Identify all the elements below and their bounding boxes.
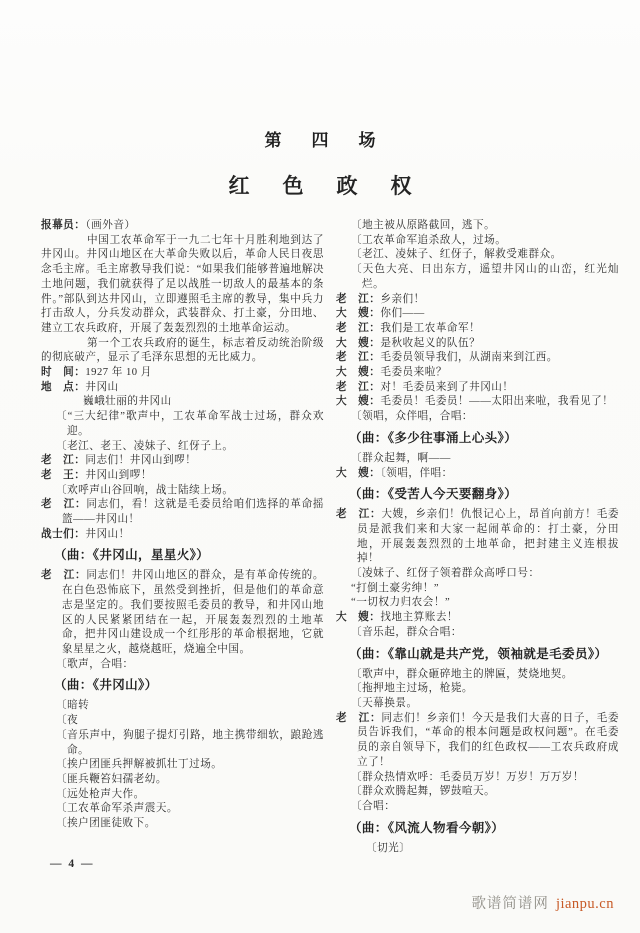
song-cue: （曲：《受苦人今天要翻身》） xyxy=(349,487,518,502)
stage-direction: 〔工农革命军追杀敌人，过场。 xyxy=(351,234,507,246)
speaker-name: 地 点： xyxy=(41,381,86,393)
stage-direction: 〔音乐起，群众合唱： xyxy=(351,626,462,638)
dialogue-line: 老 江：同志们！井冈山到啰！ xyxy=(41,455,197,467)
dialogue-line: 大 嫂：是秋收起义的队伍？ xyxy=(336,337,481,349)
stage-direction: 〔拖押地主过场，枪毙。 xyxy=(351,683,474,695)
stage-direction: 〔群众欢腾起舞，锣鼓喧天。 xyxy=(351,786,496,798)
slogan-line: “一切权力归农会！” xyxy=(351,597,451,609)
speaker-name: 老 江： xyxy=(336,352,381,364)
speaker-name: 大 嫂： xyxy=(336,396,381,408)
dialogue-line: 大 嫂：毛委员来啦？ xyxy=(336,367,447,379)
speaker-name: 老 江： xyxy=(336,381,381,393)
stage-direction: 〔天幕换景。 xyxy=(351,697,418,709)
speaker-name: 老 江： xyxy=(336,712,382,724)
stage-direction: 〔歌声中，群众砸碎地主的牌匾，焚烧地契。 xyxy=(351,668,573,680)
dialogue-line: 时 间：1927 年 10 月 xyxy=(41,367,152,379)
watermark-site-name: 歌谱简谱网 xyxy=(471,896,549,912)
song-cue: （曲：《井冈山》） xyxy=(54,678,158,693)
dialogue-line: 老 江：大嫂，乡亲们！仇恨记心上，昂首向前方！毛委员是派我们来和大家一起闹革命的：打土豪，分田地，开展轰轰烈烈的土地革命，把封建主义连根拔掉！ xyxy=(336,509,620,565)
dialogue-line: 老 江：同志们！乡亲们！今天是我们大喜的日子，毛委员告诉我们，“革命的根本问题是政权问题”。在毛委员的亲自领导下，我们的红色政权——工农兵政府成立了！ xyxy=(336,712,620,768)
speaker-name: 老 江： xyxy=(336,293,381,305)
song-cue: （曲：《多少往事涌上心头》） xyxy=(349,430,518,445)
dialogue-line: 老 江：乡亲们！ xyxy=(336,293,425,305)
speaker-name: 老 江： xyxy=(336,509,382,521)
stage-direction: 〔匪兵鞭笞妇孺老幼。 xyxy=(56,773,167,785)
narration-paragraph: 第一个工农兵政府的诞生，标志着反动统治阶级的彻底破产，显示了毛泽东思想的无比威力。 xyxy=(41,337,324,364)
speaker-name: 战士们： xyxy=(41,528,86,540)
stage-direction: 〔领唱，众伴唱，合唱： xyxy=(351,411,474,423)
stage-direction: 〔夜 xyxy=(56,715,79,727)
stage-direction: 〔挨户团匪徒败下。 xyxy=(56,818,156,830)
stage-direction: 〔音乐声中，狗腿子提灯引路，地主携带细软，踉跄逃命。 xyxy=(56,729,324,756)
speaker-name: 大 嫂： xyxy=(336,308,381,320)
stage-direction: 〔挨户团匪兵押解被抓壮丁过场。 xyxy=(56,759,223,771)
dialogue-line: 老 江：我们是工农革命军！ xyxy=(336,322,481,334)
dialogue-line: 老 江：对！毛委员来到了井冈山！ xyxy=(336,381,514,393)
slogan-line: “打倒土豪劣绅！” xyxy=(351,582,440,594)
speaker-name: 老 江： xyxy=(41,570,87,582)
speaker-name: 报幕员： xyxy=(41,220,86,231)
scene-number-title: 第四场 xyxy=(264,131,406,150)
watermark xyxy=(471,892,614,913)
watermark-site-url[interactable]: jianpu.cn xyxy=(555,896,614,912)
left-column xyxy=(41,219,324,832)
dialogue-line: 大 嫂：〔领唱，伴唱： xyxy=(336,467,453,479)
song-cue: （曲：《靠山就是共产党，领袖就是毛委员》） xyxy=(349,646,608,661)
stage-direction: 〔群众热情欢呼：毛委员万岁！万岁！万万岁！ xyxy=(351,771,584,783)
stage-direction: 〔工农革命军杀声震天。 xyxy=(56,803,179,815)
dialogue-line: 大 嫂：找地主算账去！ xyxy=(336,612,459,624)
stage-direction: 〔“三大纪律”歌声中，工农革命军战士过场，群众欢迎。 xyxy=(56,411,324,437)
dialogue-line: 战士们：井冈山！ xyxy=(41,528,130,540)
speaker-name: 大 嫂： xyxy=(336,612,381,624)
dialogue-line: 报幕员：（画外音） xyxy=(41,220,136,231)
stage-direction: 〔欢呼声山谷回响，战士陆续上场。 xyxy=(56,484,234,496)
dialogue-line: 地 点：井冈山 xyxy=(41,381,119,393)
speaker-name: 大 嫂： xyxy=(336,337,381,349)
dialogue-line: 老 江：毛委员领导我们，从湖南来到江西。 xyxy=(336,352,558,364)
dialogue-line: 老 江：同志们！井冈山地区的群众，是有革命传统的。在白色恐怖底下，虽然受到挫折，但是他们的革命意志是坚定的。我们要按照毛委员的教导，和井冈山地区的人民紧紧团结在一起，开展轰轰烈烈的土地革命，把井冈山建设成一个红彤彤的革命根据地，它就象星星之火，越烧越旺，烧遍全中国。 xyxy=(41,570,325,655)
speaker-name: 老 王： xyxy=(41,469,86,481)
speaker-name: 老 江： xyxy=(41,499,87,511)
scene-name-title: 红色政权 xyxy=(228,174,445,198)
right-column xyxy=(336,219,619,856)
page-number: — 4 — xyxy=(50,858,95,870)
stage-direction: 〔远处枪声大作。 xyxy=(56,788,145,800)
lighting-cue: 〔切光〕 xyxy=(366,842,411,854)
stage-direction: 〔老江、凌妹子、红伢子，解救受难群众。 xyxy=(351,249,562,261)
stage-direction: 〔合唱： xyxy=(351,800,396,812)
speaker-name: 老 江： xyxy=(336,322,381,334)
speaker-name: 大 嫂： xyxy=(336,367,381,379)
song-cue: （曲：《风流人物看今朝》） xyxy=(349,820,505,835)
stage-direction: 〔凌妹子、红伢子领着群众高呼口号： xyxy=(351,568,540,580)
stage-direction: 〔暗转 xyxy=(56,700,90,712)
stage-direction: 〔地主被从原路截回，逃下。 xyxy=(351,220,496,231)
dialogue-line: 老 王：井冈山到啰！ xyxy=(41,469,152,481)
stage-direction: 〔群众起舞，啊—— xyxy=(351,452,451,464)
scene-setting-line: 巍峨壮丽的井冈山 xyxy=(83,396,172,408)
dialogue-line: 老 江：同志们，看！这就是毛委员给咱们选择的革命摇篮——井冈山！ xyxy=(41,499,325,526)
speaker-name: 老 江： xyxy=(41,455,86,467)
stage-direction: 〔老江、老王、凌妹子、红伢子上。 xyxy=(56,440,234,452)
speaker-name: 大 嫂： xyxy=(336,467,381,479)
stage-direction: 〔歌声，合唱： xyxy=(56,658,134,670)
speaker-name: 时 间： xyxy=(41,367,86,379)
dialogue-line: 大 嫂：毛委员！毛委员！——太阳出来啦，我看见了！ xyxy=(336,396,614,408)
narration-paragraph: 中国工农革命军于一九二七年十月胜利地到达了井冈山。井冈山地区在大革命失败以后，革命人民日夜思念毛主席。毛主席教导我们说：“如果我们能够普遍地解决土地问题，我们就获得了足以战胜一切敌人的最基本的条件。”部队到达井冈山，立即遵照毛主席的教导，集中兵力打击敌人，分兵发动群众，武装群众、打土豪，分田地、建立工农兵政府，开展了轰轰烈烈的土地革命运动。 xyxy=(41,234,324,334)
song-cue: （曲：《井冈山，星星火》） xyxy=(54,548,210,563)
dialogue-line: 大 嫂：你们—— xyxy=(336,308,425,320)
stage-direction: 〔天色大亮、日出东方，遥望井冈山的山峦，红光灿烂。 xyxy=(351,264,619,290)
